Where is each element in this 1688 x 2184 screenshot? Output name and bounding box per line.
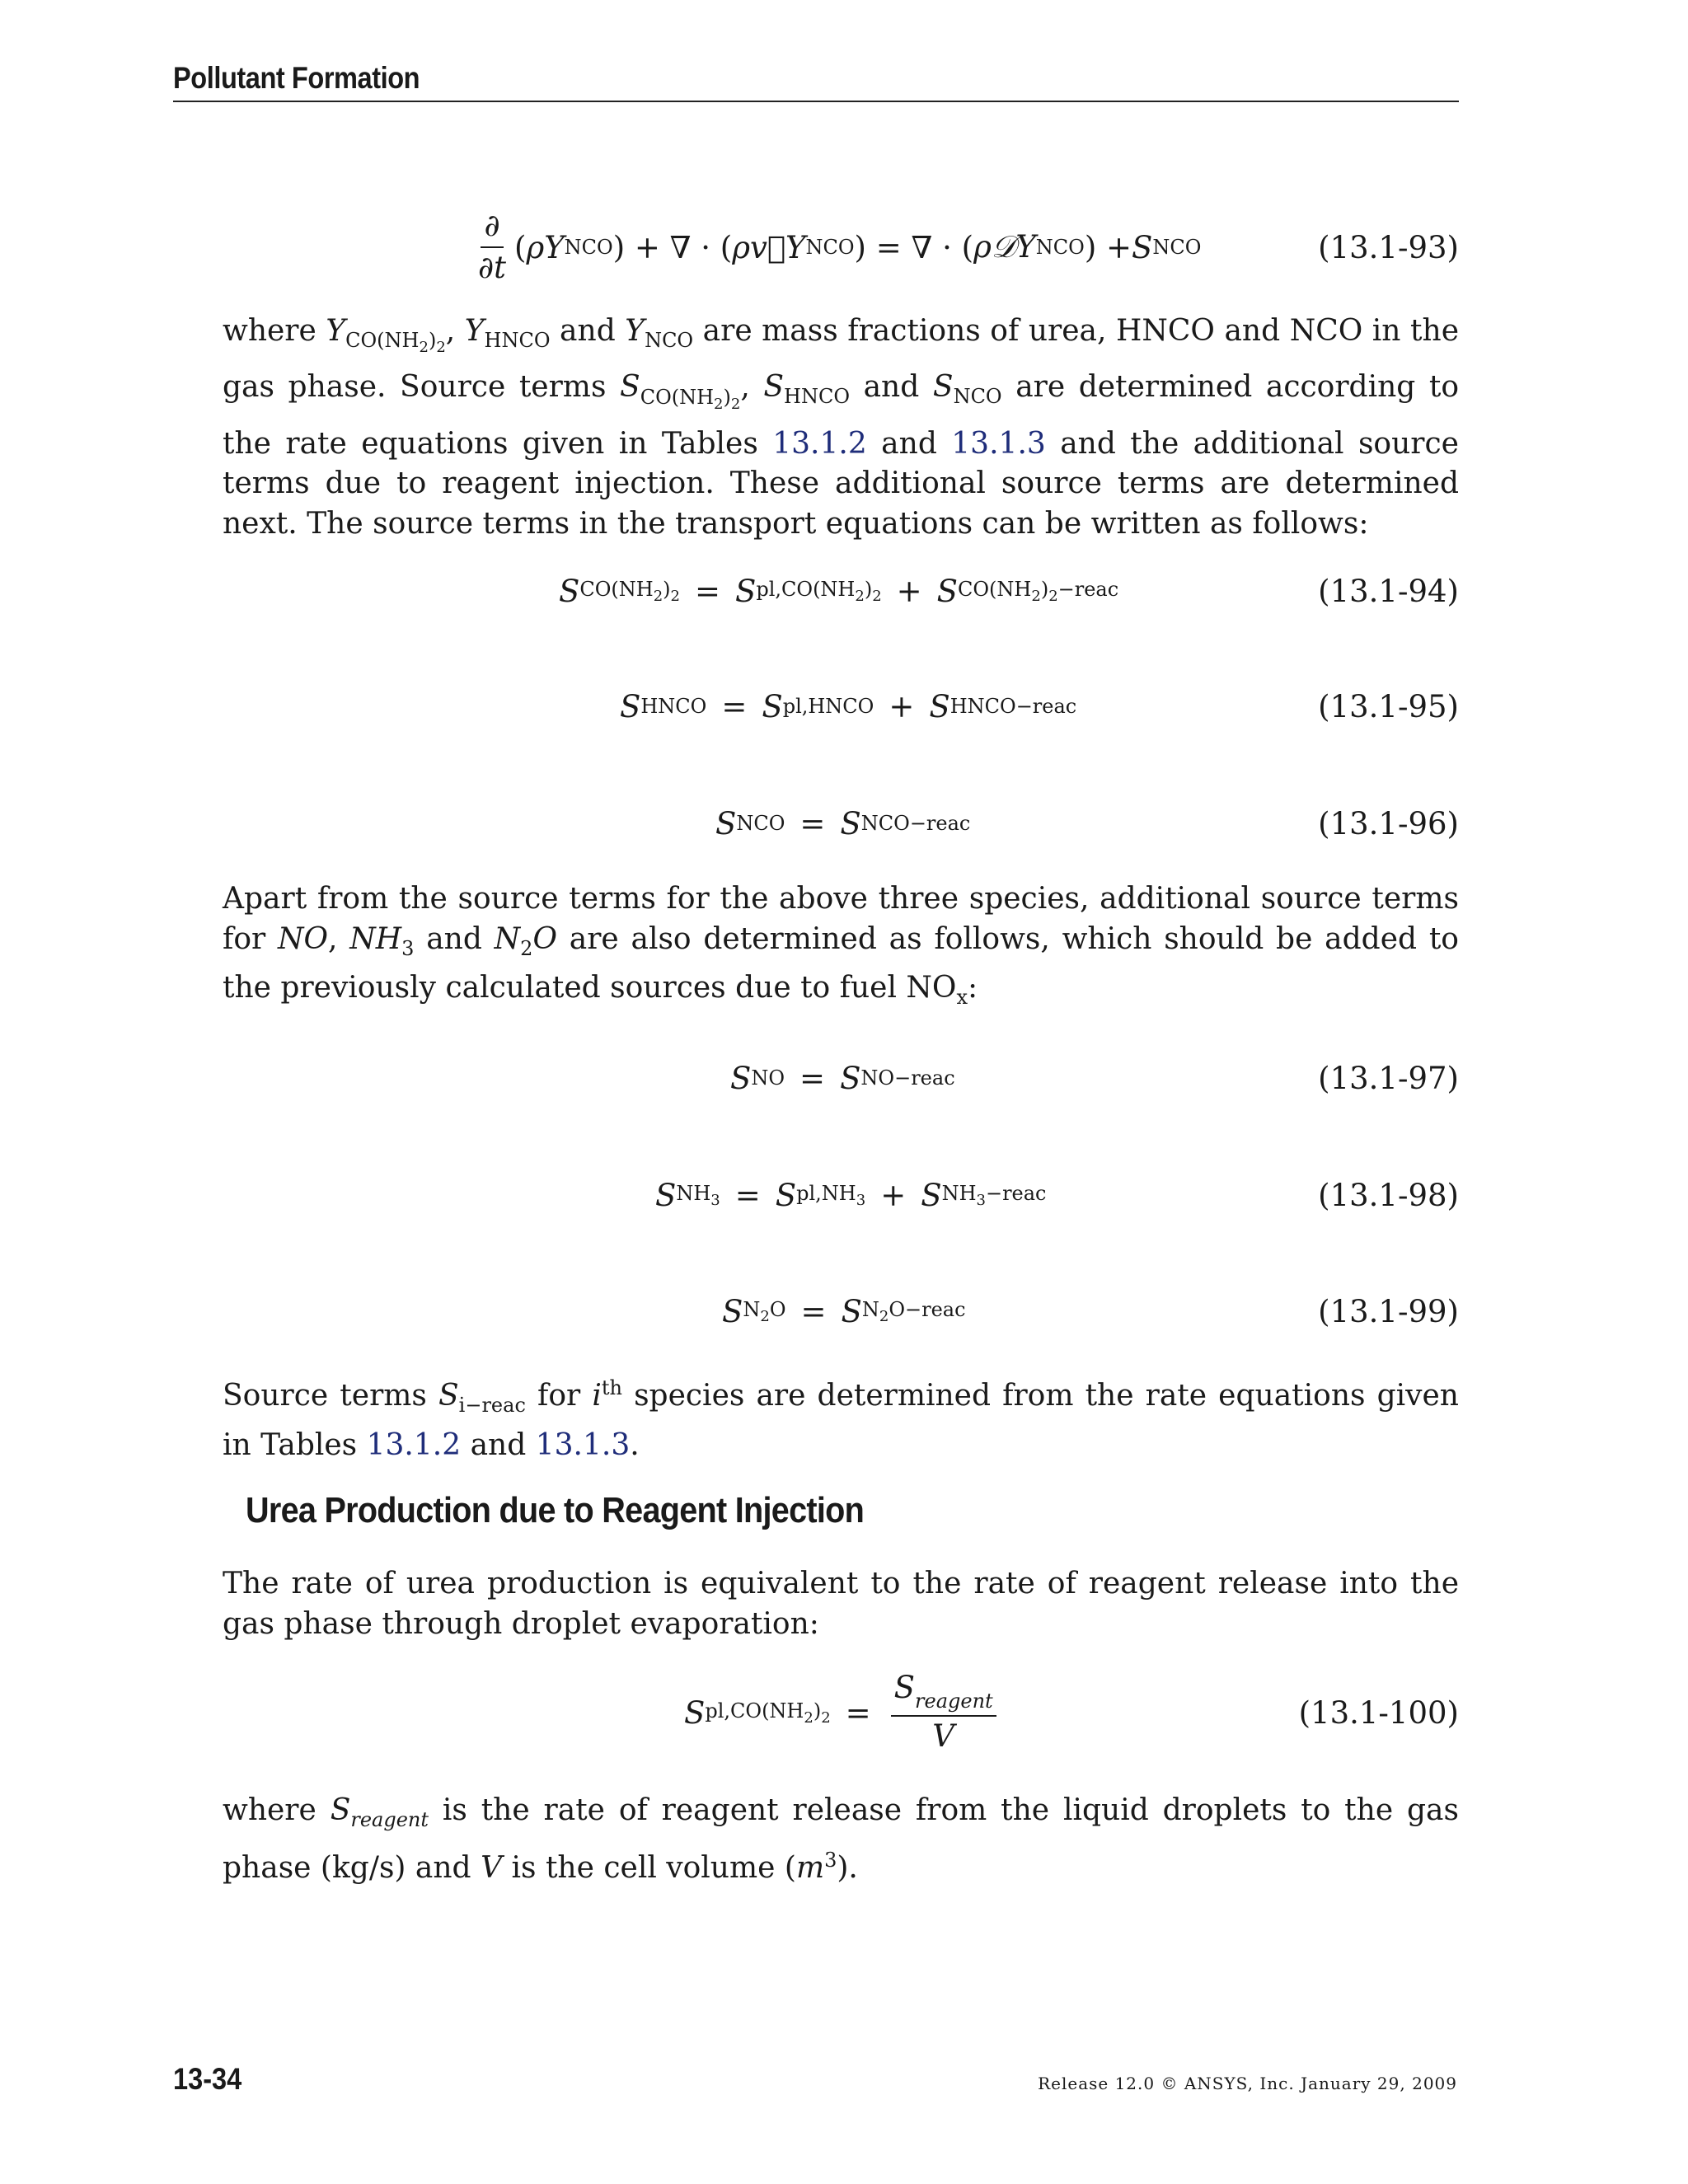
section-heading: Urea Production due to Reagent Injection — [246, 1490, 865, 1530]
equation-body: S $CO(NH_2)_2$ = S $pl,CO(NH_2)_2$ + S $CO(NH_2)_2-reac$ — [559, 573, 1119, 609]
table-link-13-1-2[interactable]: 13.1.2 — [366, 1427, 462, 1462]
equation-13-1-97 — [223, 1033, 1459, 1123]
equation-number: (13.1-97) — [1318, 1060, 1459, 1096]
equation-body: S NO = S NO−reac — [730, 1060, 955, 1096]
paragraph-reagent-definition: where $S_{reagent}$ is the rate of reagent release from the liquid droplets to the gas phase (kg/s) and V is the cell volume $(m^3)$. — [223, 1793, 1459, 1885]
equation-body: S $NH_3$ = S $pl,NH_3$ + S $NH_3-reac$ — [655, 1177, 1047, 1213]
paragraph-mass-fractions: where $Y_{CO(NH_2)_2}$, $Y_{HNCO}$ and $Y_{NCO}$ are mass fractions of urea, HNCO and NCO in the gas phase. Source terms $S_{CO(NH_2)_2}$, $S_{HNCO}$ and $S_{NCO}$ are determined according to the rate equations given in Tables 13.1.2 and 13.1.3 and the additional source terms due to reagent injection. These additional source terms are determined next. The source terms in the transport equations can be written as follows: — [223, 314, 1460, 541]
equation-body: $\frac{\partial}{\partial t}$ ( ρY NCO ) + ∇ · ( ρv⃗Y NCO ) = ∇ · ( ρ𝒟Y NCO ) + S NCO — [478, 208, 1202, 285]
equation-13-1-96 — [223, 778, 1459, 869]
paragraph-additional-sources: Apart from the source terms for the above three species, additional source terms for NO, $NH_3$ and $N_2O$ are also determined as follows, which should be added to the previously calculated sources due to fuel $NO_x$: — [223, 882, 1459, 1010]
equation-body: S HNCO = S pl,HNCO + S HNCO−reac — [620, 688, 1077, 724]
paragraph-urea-rate: The rate of urea production is equivalent to the rate of reagent release into the gas phase through droplet evaporation: — [223, 1567, 1459, 1641]
equation-number: (13.1-98) — [1318, 1177, 1459, 1213]
table-link-13-1-3[interactable]: 13.1.3 — [535, 1427, 631, 1462]
equation-number: (13.1-100) — [1298, 1694, 1459, 1731]
table-link-13-1-3[interactable]: 13.1.3 — [951, 426, 1046, 461]
equation-number: (13.1-95) — [1318, 688, 1459, 724]
equation-13-1-100 — [223, 1667, 1459, 1758]
equation-body: S $N_2O$ = S $N_2O-reac$ — [722, 1293, 966, 1329]
release-info: Release 12.0 © ANSYS, Inc. January 29, 2009 — [1038, 2074, 1457, 2093]
equation-number: (13.1-93) — [1318, 229, 1459, 265]
equation-13-1-93 — [223, 202, 1459, 293]
page-number: 13-34 — [173, 2062, 242, 2096]
running-header-title: Pollutant Formation — [173, 61, 420, 95]
header-rule — [173, 101, 1459, 102]
equation-body: S $pl,CO(NH_2)_2$ = $\frac{S_{reagent}}{V}$ — [684, 1667, 1001, 1758]
equation-13-1-99 — [223, 1266, 1459, 1357]
equation-body: S NCO = S NCO−reac — [715, 805, 971, 841]
equation-number: (13.1-94) — [1318, 573, 1459, 609]
table-link-13-1-2[interactable]: 13.1.2 — [772, 426, 867, 461]
equation-13-1-95 — [223, 661, 1459, 752]
equation-13-1-98 — [223, 1150, 1459, 1240]
equation-number: (13.1-96) — [1318, 805, 1459, 841]
equation-number: (13.1-99) — [1318, 1293, 1459, 1329]
paragraph-source-terms: Source terms $S_{i-reac}$ for $i^{th}$ species are determined from the rate equations given in Tables 13.1.2 and 13.1.3. — [223, 1376, 1459, 1462]
equation-13-1-94 — [223, 546, 1459, 636]
